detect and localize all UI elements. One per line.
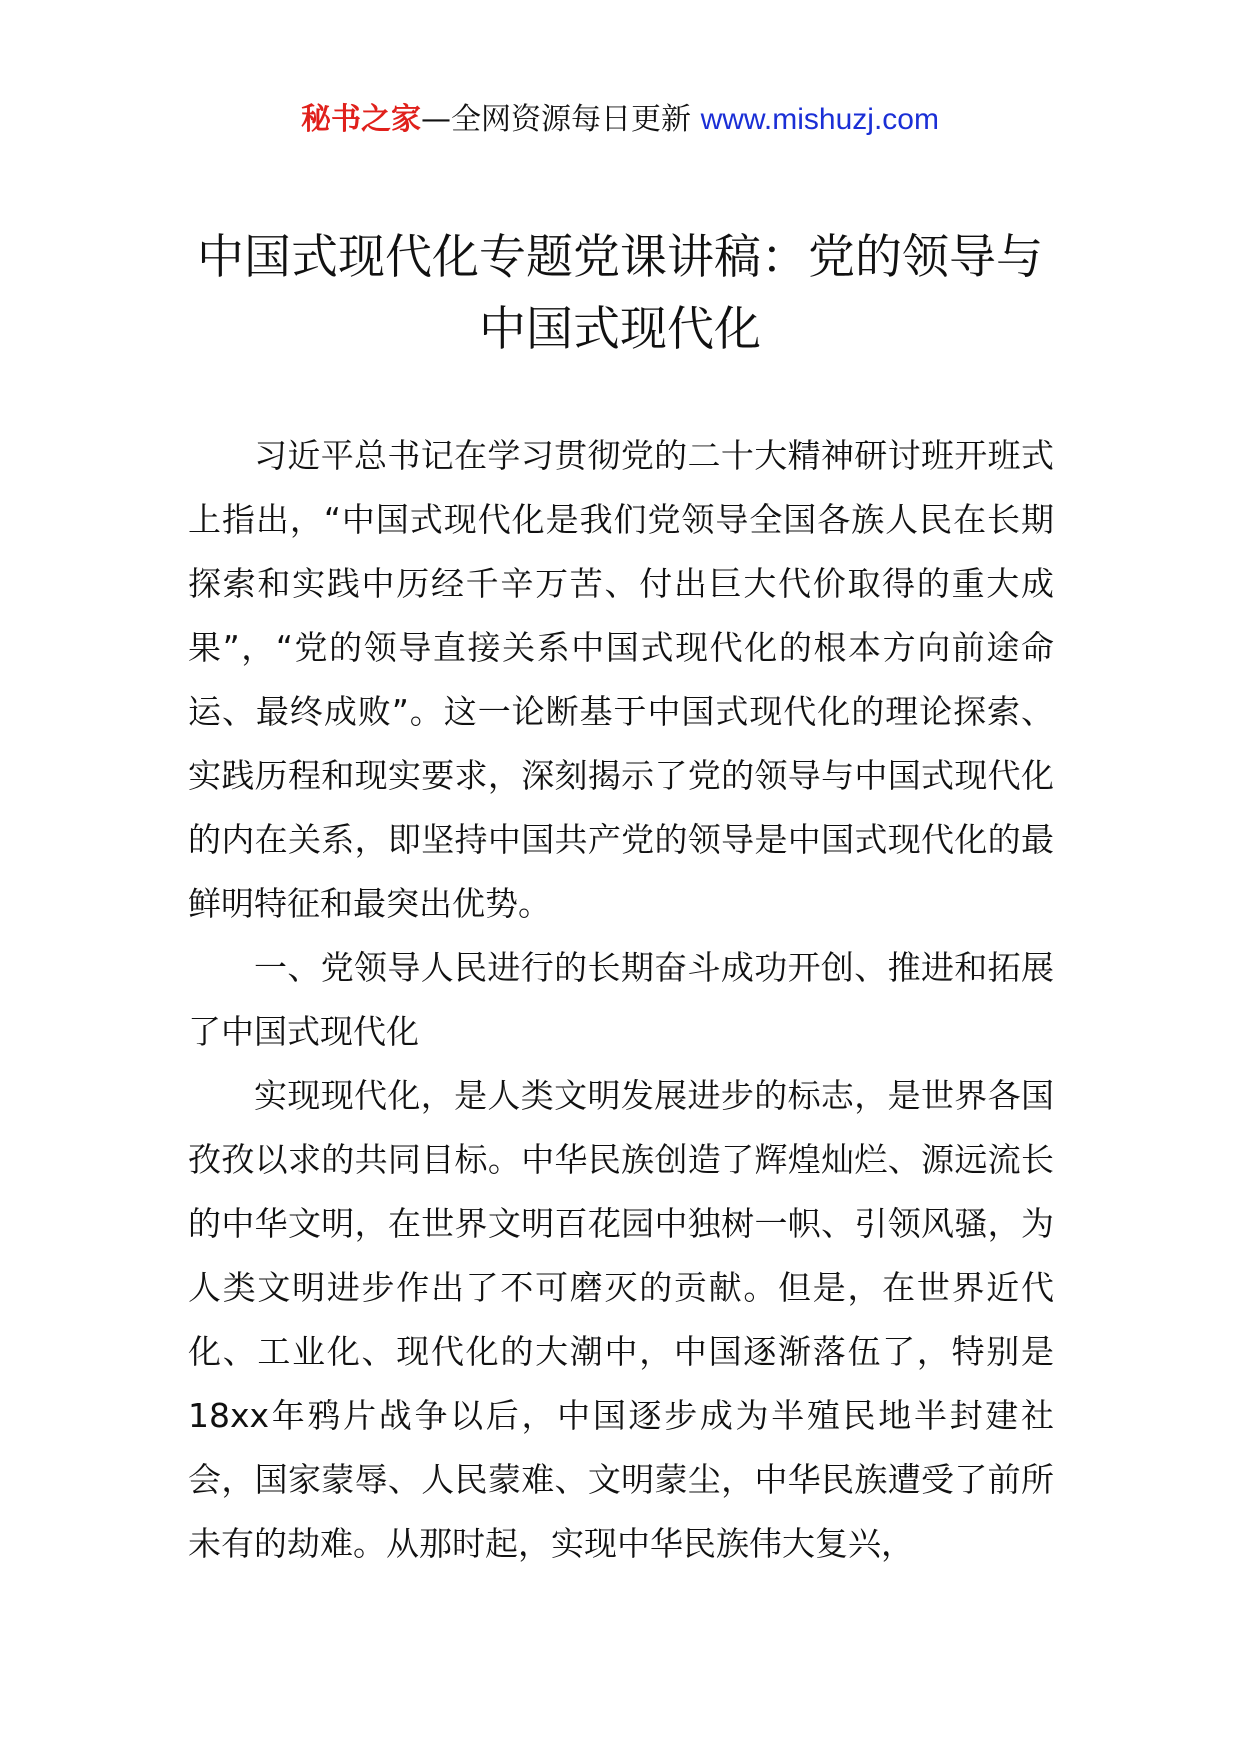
site-tagline: —全网资源每日更新 [421,102,692,137]
document-title [150,222,1090,366]
document-body [188,424,1054,1576]
title-line-1: 中国式现代化专题党课讲稿：党的领导与 [197,230,1043,285]
section-heading-1: 一、党领导人民进行的长期奋斗成功开创、推进和拓展了中国式现代化 [188,948,1054,1051]
site-url-link[interactable]: www.mishuzj.com [700,103,939,136]
paragraph-section-1: 实现现代化，是人类文明发展进步的标志，是世界各国孜孜以求的共同目标。中华民族创造了辉煌灿烂、源远流长的中华文明，在世界文明百花园中独树一帜、引领风骚，为人类文明进步作出了不可磨灭的贡献。但是，在世界近代化、工业化、现代化的大潮中，中国逐渐落伍了，特别是18xx年鸦片战争以后，中国逐步成为半殖民地半封建社会，国家蒙辱、人民蒙难、文明蒙尘，中华民族遭受了前所未有的劫难。从那时起，实现中华民族伟大复兴， [188,1076,1054,1563]
paragraph-intro: 习近平总书记在学习贯彻党的二十大精神研讨班开班式上指出，“中国式现代化是我们党领导全国各族人民在长期探索和实践中历经千辛万苦、付出巨大代价取得的重大成果”，“党的领导直接关系中国式现代化的根本方向前途命运、最终成败”。这一论断基于中国式现代化的理论探索、实践历程和现实要求，深刻揭示了党的领导与中国式现代化的内在关系，即坚持中国共产党的领导是中国式现代化的最鲜明特征和最突出优势。 [188,436,1054,923]
site-brand: 秘书之家 [301,102,422,137]
title-line-2: 中国式现代化 [479,302,761,357]
site-header [0,100,1240,140]
